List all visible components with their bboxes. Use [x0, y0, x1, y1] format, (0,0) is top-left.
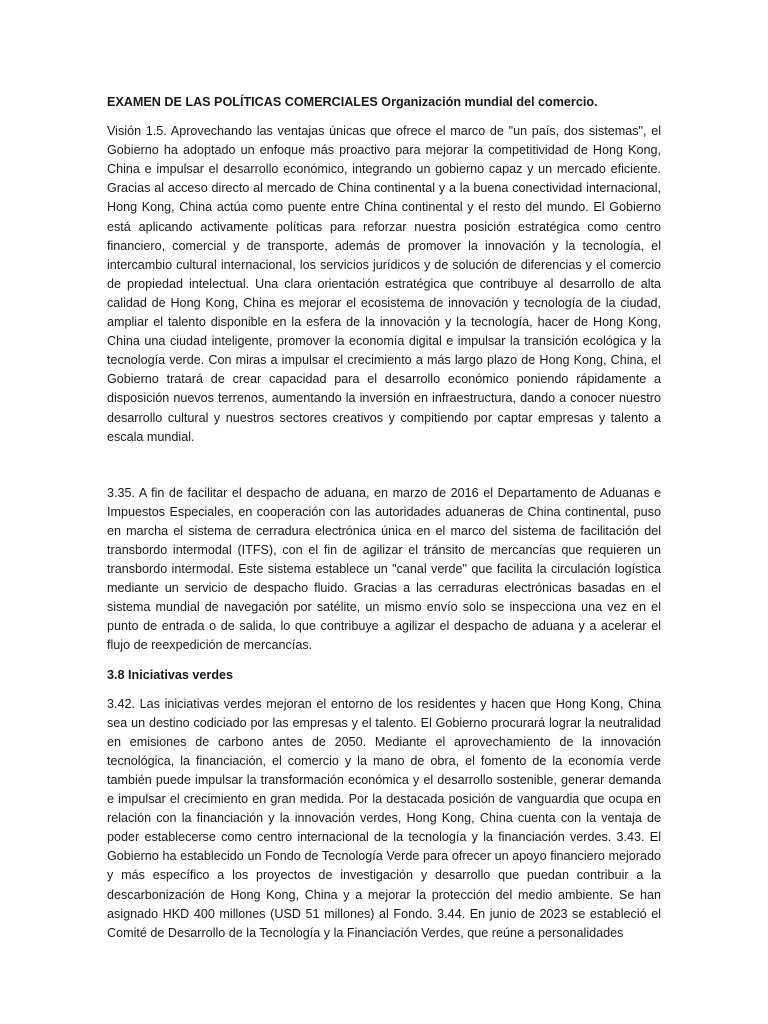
section-heading: 3.8 Iniciativas verdes	[107, 667, 234, 682]
document-page	[107, 93, 661, 943]
document-title-text: EXAMEN DE LAS POLÍTICAS COMERCIALES Organización mundial del comercio.	[107, 95, 598, 109]
vision-paragraph: Visión 1.5. Aprovechando las ventajas únicas que ofrece el marco de "un país, dos sistemas", el Gobierno ha adoptado un enfoque más proactivo para mejorar la competitividad de Hong Kong, China e impulsar el desarrollo económico, integrando un gobierno capaz y un mercado eficiente. Gracias al acceso directo al mercado de China continental y a la buena conectividad internacional, Hong Kong, China actúa como puente entre China continental y el resto del mundo. El Gobierno está aplicando activamente políticas para reforzar nuestra posición estratégica como centro financiero, comercial y de transporte, además de promover la innovación y la tecnología, el intercambio cultural internacional, los servicios jurídicos y de solución de diferencias y el comercio de propiedad intelectual. Una clara orientación estratégica que contribuye al desarrollo de alta calidad de Hong Kong, China es mejorar el ecosistema de innovación y tecnología de la ciudad, ampliar el talento disponible en la esfera de la innovación y la tecnología, hacer de Hong Kong, China una ciudad inteligente, promover la economía digital e impulsar la transición ecológica y la tecnología verde. Con miras a impulsar el crecimiento a más largo plazo de Hong Kong, China, el Gobierno tratará de crear capacidad para el desarrollo económico poniendo rápidamente a disposición nuevos terrenos, aumentando la inversión en infraestructura, dando a conocer nuestro desarrollo cultural y nuestros sectores creativos y compitiendo por captar empresas y talento a escala mundial.	[107, 124, 661, 444]
document-title	[107, 93, 661, 112]
green-initiatives-paragraph: 3.42. Las iniciativas verdes mejoran el entorno de los residentes y hacen que Hong Kong, China sea un destino codiciado por las empresas y el talento. El Gobierno procurará lograr la neutralidad en emisiones de carbono antes de 2050. Mediante el aprovechamiento de la innovación tecnológica, la financiación, el comercio y la mano de obra, el fomento de la economía verde también puede impulsar la transformación económica y el desarrollo sostenible, generar demanda e impulsar el crecimiento en gran medida. Por la destacada posición de vanguardia que ocupa en relación con la financiación y la innovación verdes, Hong Kong, China cuenta con la ventaja de poder establecerse como centro internacional de la tecnología y la financiación verdes. 3.43. El Gobierno ha establecido un Fondo de Tecnología Verde para ofrecer un apoyo financiero mejorado y más específico a los proyectos de investigación y desarrollo que puedan contribuir a la descarbonización de Hong Kong, China y a mejorar la protección del medio ambiente. Se han asignado HKD 400 millones (USD 51 millones) al Fondo. 3.44. En junio de 2023 se estableció el Comité de Desarrollo de la Tecnología y la Financiación Verdes, que reúne a personalidades	[107, 696, 661, 940]
customs-paragraph: 3.35. A fin de facilitar el despacho de aduana, en marzo de 2016 el Departamento de Aduanas e Impuestos Especiales, en cooperación con las autoridades aduaneras de China continental, puso en marcha el sistema de cerradura electrónica única en el marco del sistema de facilitación del transbordo intermodal (ITFS), con el fin de agilizar el tránsito de mercancías que requieren un transbordo intermodal. Este sistema establece un "canal verde" que facilita la circulación logística mediante un servicio de despacho fluido. Gracias a las cerraduras electrónicas basadas en el sistema mundial de navegación por satélite, un mismo envío solo se inspecciona una vez en el punto de entrada o de salida, lo que contribuye a agilizar el despacho de aduana y a acelerar el flujo de reexpedición de mercancías.	[107, 485, 661, 653]
